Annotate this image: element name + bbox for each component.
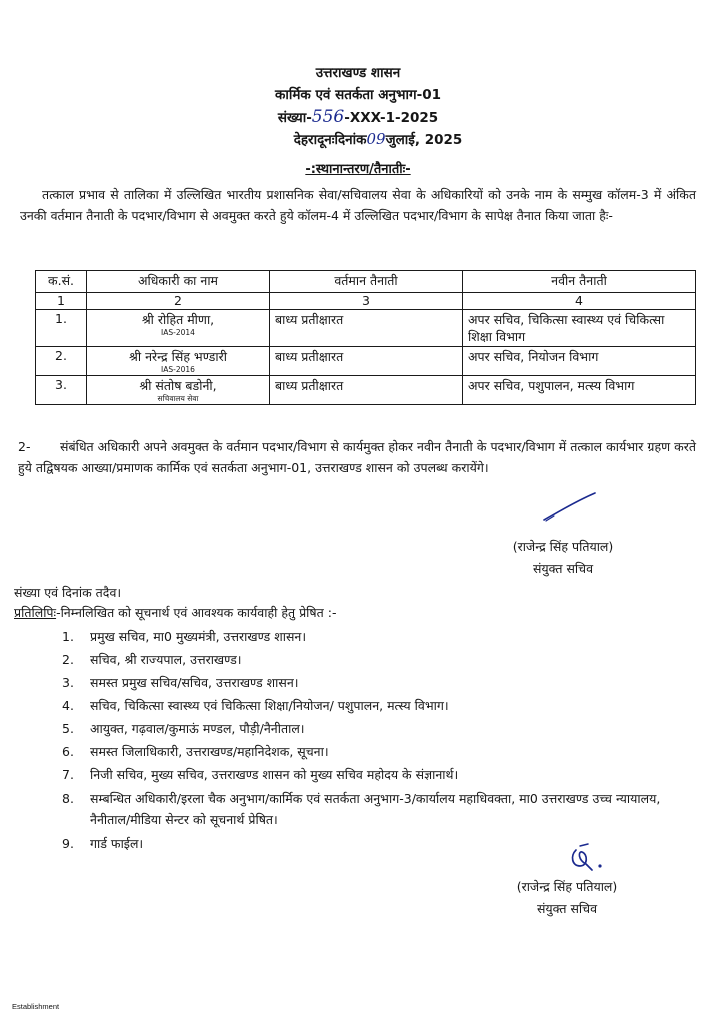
column-number: 4 — [463, 293, 696, 310]
header-officer-name: अधिकारी का नाम — [87, 271, 270, 293]
list-item-text: गार्ड फाईल। — [90, 836, 144, 851]
officer-cell — [87, 347, 270, 376]
row-serial: 2. — [36, 347, 87, 376]
list-item-number: 5. — [62, 721, 74, 736]
officer-cell — [87, 310, 270, 347]
signatory-designation: संयुक्त सचिव — [532, 561, 594, 576]
number-date-note: संख्या एवं दिनांक तदैव। — [14, 585, 122, 600]
list-item-number: 2. — [62, 652, 74, 667]
signature-block-1 — [468, 536, 658, 580]
new-posting: अपर सचिव, चिकित्सा स्वास्थ्य एवं चिकित्सा शिक्षा विभाग — [463, 310, 696, 347]
signature-stroke — [540, 490, 600, 526]
transfer-table — [35, 270, 696, 405]
department-title: कार्मिक एवं सतर्कता अनुभाग-01 — [274, 87, 442, 103]
order-subject — [0, 159, 716, 177]
signatory-designation: संयुक्त सचिव — [536, 901, 598, 916]
list-item-text: आयुक्त, गढ़वाल/कुमाऊं मण्डल, पौड़ी/नैनीताल। — [90, 721, 305, 736]
list-item-text: सम्बन्धित अधिकारी/इरला चैक अनुभाग/कार्मिक एवं सतर्कता अनुभाग-3/कार्यालय महाधिवक्ता, मा0 उत्तराखण्ड उच्च न्यायालय, नैनीताल/मीडिया सेन्टर को सूचनार्थ प्रेषित। — [90, 791, 661, 827]
list-item-text: समस्त जिलाधिकारी, उत्तराखण्ड/महानिदेशक, सूचना। — [90, 744, 329, 759]
order-subject-text: -:स्थानान्तरण/तैनातीः- — [305, 162, 411, 177]
para2-number: 2- — [18, 439, 31, 454]
officer-cell — [87, 376, 270, 405]
copy-label-text: -निम्नलिखित को सूचनार्थ एवं आवश्यक कार्यवाही हेतु प्रेषित :- — [56, 605, 337, 620]
officer-service: सचिवालय सेवा — [157, 394, 199, 403]
table-header-row — [36, 271, 696, 293]
order-date-prefix: देहरादूनःदिनांक — [293, 132, 367, 148]
order-date-suffix: जुलाई, 2025 — [385, 132, 463, 148]
copy-heading — [14, 602, 704, 623]
current-posting: बाध्य प्रतीक्षारत — [270, 347, 463, 376]
footer-section-label: Establishment — [12, 1002, 60, 1011]
header-current-posting: वर्तमान तैनाती — [270, 271, 463, 293]
current-posting: बाध्य प्रतीक्षारत — [270, 376, 463, 405]
column-number-row — [36, 293, 696, 310]
list-item-text: सचिव, चिकित्सा स्वास्थ्य एवं चिकित्सा शिक्षा/नियोजन/ पशुपालन, मत्स्य विभाग। — [90, 698, 449, 713]
officer-service: IAS-2014 — [161, 328, 195, 337]
signature-block-2 — [472, 876, 662, 920]
list-item-number: 1. — [62, 629, 74, 644]
order-number-suffix: -XXX-1-2025 — [344, 110, 439, 126]
table-row — [36, 376, 696, 405]
government-title: उत्तराखण्ड शासन — [315, 65, 401, 81]
list-item — [62, 694, 702, 717]
officer-name: श्री रोहित मीणा, — [141, 312, 215, 327]
list-item-text: समस्त प्रमुख सचिव/सचिव, उत्तराखण्ड शासन। — [90, 675, 299, 690]
list-item — [62, 717, 702, 740]
officer-name: श्री नरेन्द्र सिंह भण्डारी — [129, 349, 227, 364]
table-row — [36, 310, 696, 347]
list-item-text: निजी सचिव, मुख्य सचिव, उत्तराखण्ड शासन को मुख्य सचिव महोदय के संज्ञानार्थ। — [90, 767, 459, 782]
order-number-handwritten: 556 — [311, 107, 345, 127]
copy-label: प्रतिलिपिः — [14, 605, 57, 620]
signatory-name: (राजेन्द्र सिंह पतियाल) — [516, 879, 618, 894]
order-number — [0, 107, 716, 127]
list-item-number: 7. — [62, 767, 74, 782]
list-item-number: 4. — [62, 698, 74, 713]
list-item-number: 9. — [62, 836, 74, 851]
list-item-text: प्रमुख सचिव, मा0 मुख्यमंत्री, उत्तराखण्ड शासन। — [90, 629, 307, 644]
list-item — [62, 788, 702, 830]
copy-recipient-list — [62, 625, 702, 855]
new-posting: अपर सचिव, पशुपालन, मत्स्य विभाग — [463, 376, 696, 405]
row-serial: 3. — [36, 376, 87, 405]
list-item-number: 8. — [62, 791, 74, 806]
list-item — [62, 763, 702, 786]
order-date-handwritten: 09 — [366, 130, 386, 148]
column-number: 3 — [270, 293, 463, 310]
intro-paragraph: तत्काल प्रभाव से तालिका में उल्लिखित भारतीय प्रशासनिक सेवा/सचिवालय सेवा के अधिकारियों को उनके नाम के सम्मुख कॉलम-3 में अंकित उनकी वर्तमान तैनाती के पदभार/विभाग से अवमुक्त करते हुये कॉलम-4 में उल्लिखित पदभार/विभाग के सापेक्ष तैनात किया जाता हैः- — [20, 187, 696, 223]
order-date — [0, 130, 716, 148]
signatory-name: (राजेन्द्र सिंह पतियाल) — [512, 539, 614, 554]
list-item-text: सचिव, श्री राज्यपाल, उत्तराखण्ड। — [90, 652, 242, 667]
current-posting: बाध्य प्रतीक्षारत — [270, 310, 463, 347]
column-number: 2 — [87, 293, 270, 310]
header-serial: क.सं. — [36, 271, 87, 293]
officer-service: IAS-2016 — [161, 365, 195, 374]
signature-initial — [566, 842, 616, 876]
column-number: 1 — [36, 293, 87, 310]
officer-name: श्री संतोष बडोनी, — [139, 378, 217, 393]
order-number-prefix: संख्या- — [277, 110, 312, 126]
row-serial: 1. — [36, 310, 87, 347]
list-item — [62, 740, 702, 763]
new-posting: अपर सचिव, नियोजन विभाग — [463, 347, 696, 376]
list-item — [62, 671, 702, 694]
list-item-number: 6. — [62, 744, 74, 759]
header-new-posting: नवीन तैनाती — [463, 271, 696, 293]
list-item — [62, 625, 702, 648]
list-item-number: 3. — [62, 675, 74, 690]
para2-text: संबंधित अधिकारी अपने अवमुक्त के वर्तमान पदभार/विभाग से कार्यमुक्त होकर नवीन तैनाती के पदभार/विभाग में तत्काल कार्यभार ग्रहण करते हुये तद्विषयक आख्या/प्रमाणक कार्मिक एवं सतर्कता अनुभाग-01, उत्तराखण्ड शासन को उपलब्ध करायेंगे। — [18, 439, 696, 475]
table-row — [36, 347, 696, 376]
list-item — [62, 648, 702, 671]
